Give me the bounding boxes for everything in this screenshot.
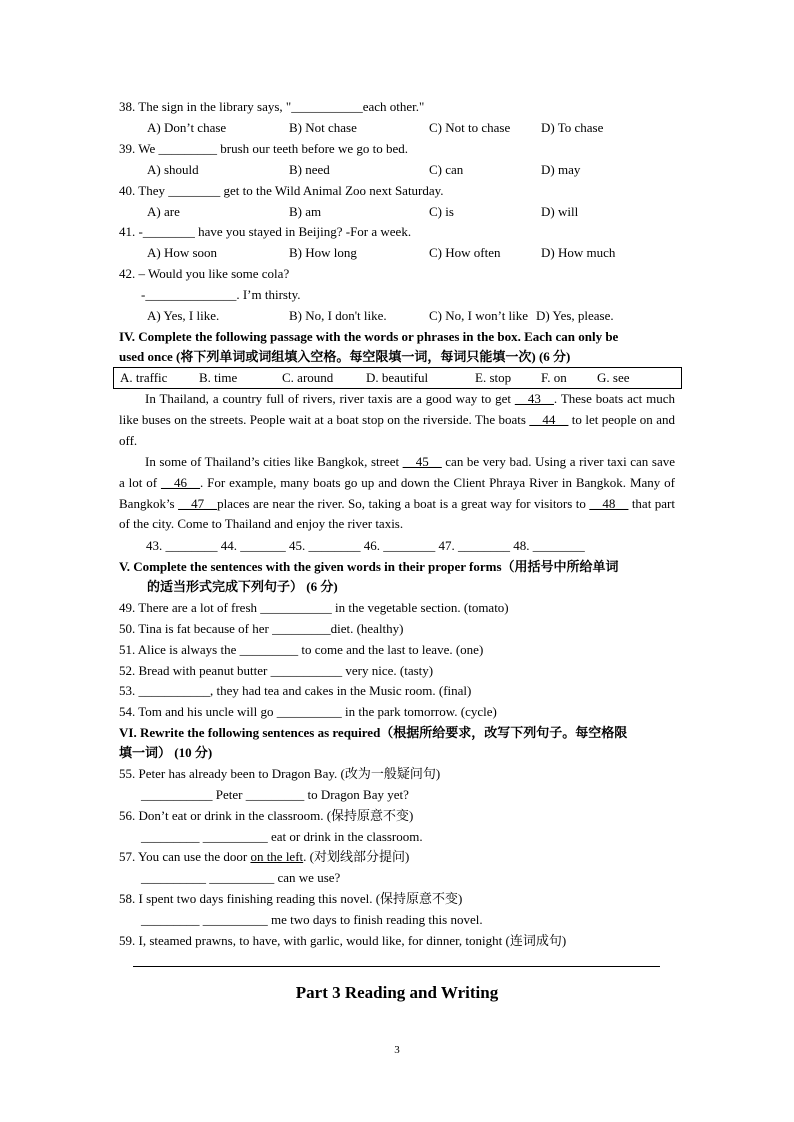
q39-option-c: C) can: [429, 162, 464, 177]
blank-47: __47__: [178, 495, 218, 511]
q40-option-c: C) is: [429, 204, 454, 219]
q57: 57. You can use the door on the left. (对划线部分提问): [119, 849, 410, 864]
word-box-item: B. time: [199, 370, 238, 385]
q42-option-c: C) No, I won’t like: [429, 308, 529, 323]
q41-stem: 41. -________ have you stayed in Beijing? -For a week.: [119, 224, 412, 239]
section-iv-heading: IV. Complete the following passage with the words or phrases in the box. Each can only be: [119, 329, 619, 344]
q40-option-d: D) will: [541, 204, 579, 219]
answer-blanks-row: 43. ________ 44. _______ 45. ________ 46. ________ 47. ________ 48. ________: [146, 538, 585, 553]
q39-stem: 39. We _________ brush our teeth before we go to bed.: [119, 141, 408, 156]
passage-paragraph-2: In some of Thailand’s cities like Bangkok, street __45__ can be very bad. Using a river taxi can save a lot of __46__. For example, many boats go up and down the Client Phraya River in Bangkok. Many of Bangkok’s __47__places are near the river. So, taking a boat is a great way for visitors to __48__ that part of the city. Come to Thailand and enjoy the river taxis.: [119, 454, 675, 532]
q40-stem: 40. They ________ get to the Wild Animal Zoo next Saturday.: [119, 183, 444, 198]
divider: [133, 966, 660, 967]
q42-stem: 42. – Would you like some cola?: [119, 266, 290, 281]
underlined-phrase: on the left: [250, 849, 304, 864]
word-box: [113, 367, 682, 389]
q39-option-d: D) may: [541, 162, 581, 177]
word-box-item: A. traffic: [120, 370, 168, 385]
q38-option-d: D) To chase: [541, 120, 604, 135]
q55-answer: ___________ Peter _________ to Dragon Bay yet?: [141, 787, 409, 802]
q41-option-b: B) How long: [289, 245, 357, 260]
q38-stem: 38. The sign in the library says, "___________each other.": [119, 99, 425, 114]
q50: 50. Tina is fat because of her _________diet. (healthy): [119, 621, 404, 636]
q55: 55. Peter has already been to Dragon Bay. (改为一般疑问句): [119, 766, 441, 781]
q49: 49. There are a lot of fresh ___________ in the vegetable section. (tomato): [119, 600, 509, 615]
q59: 59. I, steamed prawns, to have, with garlic, would like, for dinner, tonight (连词成句): [119, 933, 567, 948]
q41-option-d: D) How much: [541, 245, 616, 260]
q40-option-b: B) am: [289, 204, 322, 219]
q52: 52. Bread with peanut butter ___________ very nice. (tasty): [119, 663, 434, 678]
q38-option-a: A) Don’t chase: [147, 120, 227, 135]
q39-option-b: B) need: [289, 162, 330, 177]
word-box-item: D. beautiful: [366, 370, 429, 385]
q42-option-d: D) Yes, please.: [536, 308, 614, 323]
q42-option-a: A) Yes, I like.: [147, 308, 220, 323]
blank-43: __43__: [514, 391, 554, 406]
passage-paragraph-1: In Thailand, a country full of rivers, river taxis are a good way to get __43__. These boats act much like buses on the streets. People wait at a boat stop on the riverside. The boats __44__ to let people on and off.: [119, 391, 675, 448]
q38-option-c: C) Not to chase: [429, 120, 511, 135]
q41-option-a: A) How soon: [147, 245, 218, 260]
blank-44: __44__: [529, 411, 569, 427]
section-vi-heading-cont: 填一词） (10 分): [119, 745, 213, 760]
blank-48: __48__: [589, 495, 629, 511]
q40-option-a: A) are: [147, 204, 180, 219]
q38-option-b: B) Not chase: [289, 120, 357, 135]
q56: 56. Don’t eat or drink in the classroom. (保持原意不变): [119, 808, 414, 823]
word-box-item: G. see: [597, 370, 630, 385]
q57-answer: __________ __________ can we use?: [141, 870, 341, 885]
blank-46: __46__: [161, 474, 201, 490]
part-3-heading: Part 3 Reading and Writing: [295, 983, 499, 1002]
section-v-heading: V. Complete the sentences with the given words in their proper forms（用括号中所给单词: [119, 559, 619, 574]
q39-option-a: A) should: [147, 162, 199, 177]
blank-45: __45__: [402, 454, 442, 469]
section-v-heading-cont: 的适当形式完成下列句子） (6 分): [147, 579, 338, 594]
section-vi-heading: VI. Rewrite the following sentences as required（根据所给要求，改写下列句子。每空格限: [119, 725, 628, 740]
word-box-item: C. around: [282, 370, 334, 385]
word-box-item: F. on: [541, 370, 567, 385]
q58-answer: _________ __________ me two days to finish reading this novel.: [141, 912, 483, 927]
q51: 51. Alice is always the _________ to come and the last to leave. (one): [119, 642, 484, 657]
q42-option-b: B) No, I don't like.: [289, 308, 387, 323]
section-iv-heading-cont: used once (将下列单词或词组填入空格。每空限填一词，每词只能填一次) (6 分): [119, 349, 571, 364]
word-box-item: E. stop: [475, 370, 512, 385]
q42-stem-reply: -______________. I’m thirsty.: [141, 287, 301, 302]
q54: 54. Tom and his uncle will go __________ in the park tomorrow. (cycle): [119, 704, 497, 719]
q58: 58. I spent two days finishing reading this novel. (保持原意不变): [119, 891, 463, 906]
q56-answer: _________ __________ eat or drink in the classroom.: [141, 829, 423, 844]
q41-option-c: C) How often: [429, 245, 501, 260]
page-number: 3: [394, 1044, 400, 1056]
q53: 53. ___________, they had tea and cakes in the Music room. (final): [119, 683, 472, 698]
